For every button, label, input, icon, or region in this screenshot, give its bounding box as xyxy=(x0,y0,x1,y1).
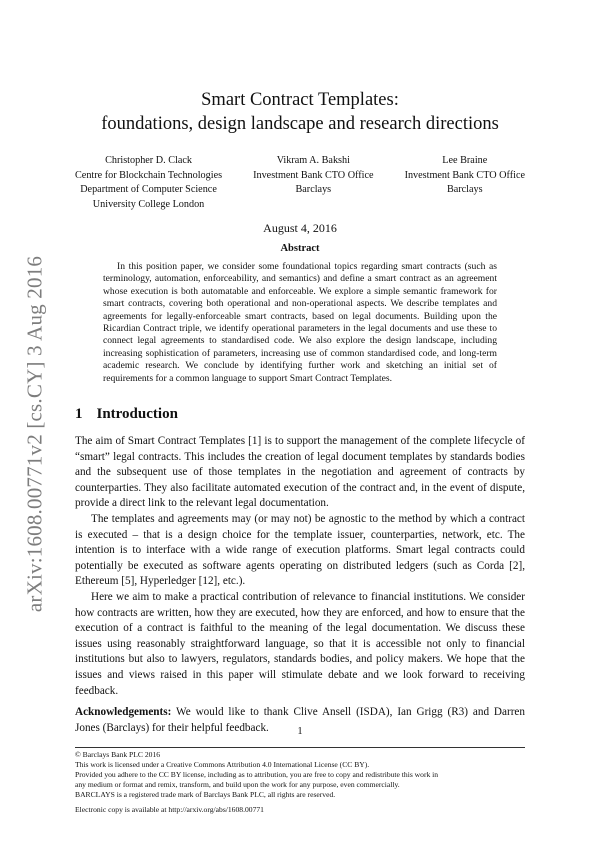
section-body xyxy=(75,434,525,736)
abstract-heading: Abstract xyxy=(280,243,320,254)
abstract-text: In this position paper, we consider some foundational topics regarding smart contracts (such as terminology, automation, enforceability, and semantics) and define a smart contract as an agreement whose execution is both automatable and enforceable. We explore a simple semantic framework for smart contracts, covering both operational and non-operational aspects. We describe templates and agreements for legally-enforceable smart contracts, based on legal documents. Building upon the Ricardian Contract triple, we identify operational parameters in the legal documents and use these to connect legal agreements to standardised code. We also explore the design landscape, including increasing sophistication of parameters, increasing use of common standardised code, and long-term academic research. We conclude by identifying further work and sketching an initial set of requirements for a common language to support Smart Contract Templates. xyxy=(103,261,497,384)
author-affiliation: Investment Bank CTO Office xyxy=(404,169,525,181)
arxiv-sidebar xyxy=(22,255,48,613)
ack-text: We would like to thank Clive Ansell (ISDA), Ian Grigg (R3) and Darren Jones (Barclays) for their helpful feedback. xyxy=(75,706,525,734)
author-name: Christopher D. Clack xyxy=(105,155,192,166)
author-braine xyxy=(405,154,525,212)
footnote-rule xyxy=(75,747,525,748)
section-heading xyxy=(75,406,178,423)
author-affiliation: Department of Computer Science xyxy=(80,184,217,195)
terms-line: any medium or format and remix, transform, and build upon the work for any purpose, even commercially. xyxy=(75,780,400,790)
trademark-line: BARCLAYS is a registered trade mark of Barclays Bank PLC, all rights are reserved. xyxy=(75,790,336,800)
title-line-2: foundations, design landscape and research directions xyxy=(101,114,499,134)
author-affiliation: Centre for Blockchain Technologies xyxy=(75,169,223,181)
arxiv-id: arXiv:1608.00771v2 [cs.CY] 3 Aug 2016 xyxy=(22,255,47,613)
author-block xyxy=(75,154,525,212)
ack-label: Acknowledgements: xyxy=(75,706,172,719)
author-name: Vikram A. Bakshi xyxy=(276,155,350,166)
page-number: 1 xyxy=(297,726,303,737)
publication-date: August 4, 2016 xyxy=(263,221,337,235)
paragraph: The aim of Smart Contract Templates [1] is to support the management of the complete lifecycle of “smart” legal contracts. This includes the creation of legal document templates by standards bodies and the subsequent use of those templates in the negotiation and agreement of contracts by counterparties. They also facilitate automated execution of the contract and, in the event of dispute, provide a direct link to the relevant legal documentation. xyxy=(75,435,525,510)
section-number: 1 xyxy=(75,406,83,422)
author-affiliation: University College London xyxy=(92,198,205,210)
paragraph: Here we aim to make a practical contribution of relevance to financial institutions. We consider how contracts are written, how they are executed, how they are enforced, and how to ensure that the execution of a contract is faithful to the meaning of the legal documentation. We discuss these issues using reasonably straightforward language, so that it is accessible not only to financial institutions but also to lawyers, regulators, standards bodies, and policy makers. We hope that the issues and views raised in this paper will stimulate debate and we look forward to receiving feedback. xyxy=(75,590,525,697)
author-affiliation: Barclays xyxy=(446,184,483,195)
author-bakshi xyxy=(253,154,373,212)
copyright-line: © Barclays Bank PLC 2016 xyxy=(75,750,161,759)
author-affiliation: Investment Bank CTO Office xyxy=(253,169,374,181)
author-affiliation: Barclays xyxy=(295,184,332,195)
section-title: Introduction xyxy=(96,406,178,422)
terms-line: Provided you adhere to the CC BY license, including as to attribution, you are free to copy and redistribute this work in xyxy=(75,770,439,780)
title-line-1: Smart Contract Templates: xyxy=(201,90,399,110)
electronic-copy-line: Electronic copy is available at http://arxiv.org/abs/1608.00771 xyxy=(75,805,264,815)
author-name: Lee Braine xyxy=(442,155,488,166)
footnote xyxy=(75,750,527,816)
author-clack xyxy=(75,154,222,212)
license-line: This work is licensed under a Creative Commons Attribution 4.0 International License (CC BY). xyxy=(75,760,370,770)
paragraph: The templates and agreements may (or may not) be agnostic to the method by which a contract is executed – that is a design choice for the template issuer, counterparties, network, etc. The intention is to interface with a wide range of execution platforms. Smart legal contracts could potentially be executed as software agents operating on distributed ledgers (such as Corda [2], Ethereum [5], Hyperledger [12], etc.). xyxy=(75,512,525,588)
paper-title xyxy=(75,88,525,136)
